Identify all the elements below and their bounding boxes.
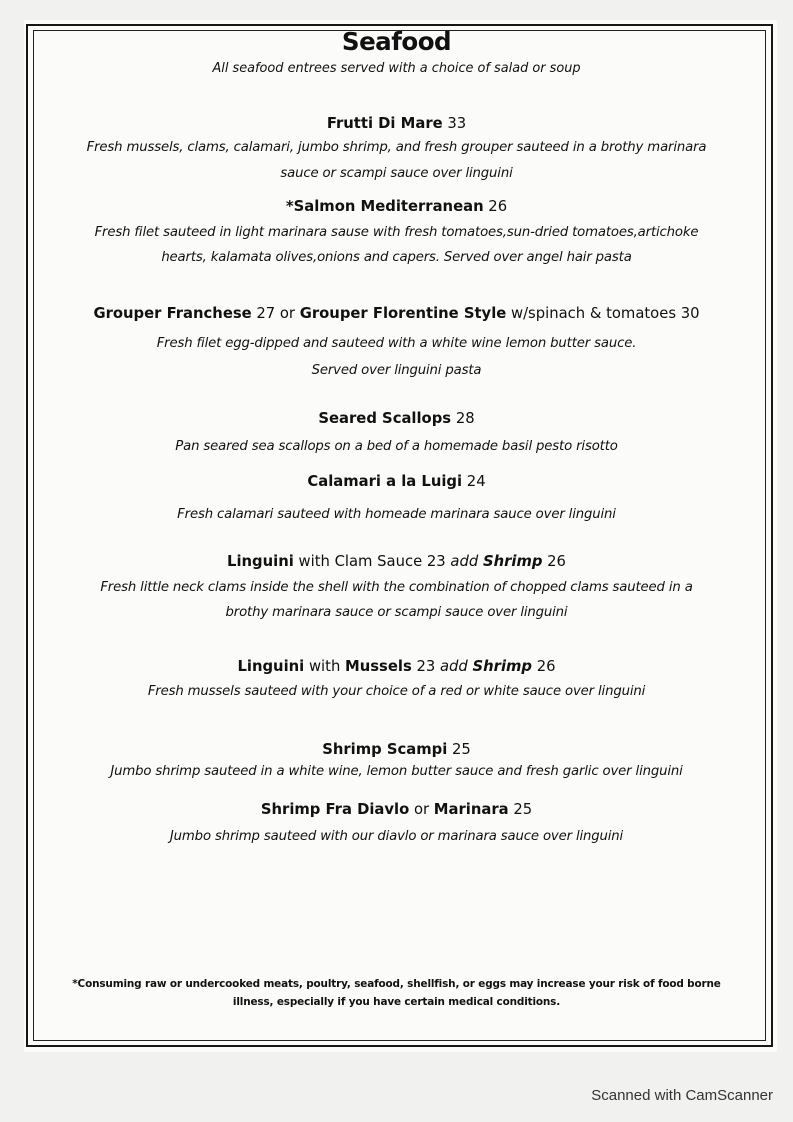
item-name: Shrimp Scampi [322, 741, 448, 758]
item-price: 28 [455, 410, 475, 427]
menu-subtitle: All seafood entrees served with a choice of salad or soup [212, 61, 581, 76]
menu-border-inner [33, 30, 766, 1041]
item-name: Seared Scallops [318, 410, 452, 427]
item-description: Fresh mussels, clams, calamari, jumbo shrimp, and fresh grouper sauteed in a brothy marinara [86, 140, 707, 155]
item-price: 26 [536, 658, 556, 675]
item-salmon-mediterranean [0, 198, 793, 215]
disclaimer: *Consuming raw or undercooked meats, poultry, seafood, shellfish, or eggs may increase your risk of food borne [72, 978, 721, 990]
item-price: 23 [416, 658, 436, 675]
item-name: Marinara [433, 801, 509, 818]
item-price: 33 [447, 115, 467, 132]
item-name: *Salmon Mediterranean [285, 198, 484, 215]
item-name: Linguini [227, 553, 294, 570]
item-variant: with Clam Sauce [298, 553, 423, 570]
item-variant: with [308, 658, 341, 675]
item-description: Served over linguini pasta [311, 363, 482, 378]
item-linguini-clam [0, 553, 793, 570]
item-name: Grouper Florentine Style [299, 305, 507, 322]
item-description: Fresh little neck clams inside the shell with the combination of chopped clams sauteed in a [100, 580, 693, 595]
item-connector: or [413, 801, 430, 818]
item-calamari [0, 473, 793, 490]
item-extra: w/spinach & tomatoes [510, 305, 677, 322]
item-price: 25 [513, 801, 533, 818]
item-linguini-mussels [0, 658, 793, 675]
item-description: Jumbo shrimp sauteed in a white wine, lemon butter sauce and fresh garlic over linguini [110, 764, 683, 779]
item-description: Fresh filet sauteed in light marinara sause with fresh tomatoes,sun-dried tomatoes,artichoke [94, 225, 699, 240]
item-price: 26 [488, 198, 508, 215]
item-description: hearts, kalamata olives,onions and capers. Served over angel hair pasta [161, 250, 632, 265]
item-grouper [0, 305, 793, 322]
item-add: add [439, 658, 468, 675]
item-description: Fresh calamari sauteed with homeade marinara sauce over linguini [177, 507, 616, 522]
item-description: Pan seared sea scallops on a bed of a homemade basil pesto risotto [175, 439, 618, 454]
scanner-watermark: Scanned with CamScanner [591, 1087, 773, 1104]
item-frutti-di-mare [0, 115, 793, 132]
item-name: Shrimp Fra Diavlo [260, 801, 410, 818]
disclaimer: illness, especially if you have certain medical conditions. [232, 996, 561, 1008]
item-add: add [450, 553, 479, 570]
item-shrimp-scampi [0, 741, 793, 758]
item-description: Fresh filet egg-dipped and sauteed with a white wine lemon butter sauce. [156, 336, 637, 351]
item-name: Calamari a la Luigi [307, 473, 463, 490]
item-seared-scallops [0, 410, 793, 427]
item-name: Mussels [345, 658, 412, 675]
item-description: brothy marinara sauce or scampi sauce over linguini [225, 605, 568, 620]
item-price: 23 [426, 553, 446, 570]
item-description: Fresh mussels sauteed with your choice of a red or white sauce over linguini [147, 684, 646, 699]
item-name: Linguini [237, 658, 305, 675]
item-name: Frutti Di Mare [326, 115, 443, 132]
item-description: Jumbo shrimp sauteed with our diavlo or marinara sauce over linguini [169, 829, 624, 844]
item-price: 27 [256, 305, 276, 322]
item-addon: Shrimp [482, 553, 543, 570]
item-connector: or [279, 305, 296, 322]
item-price: 26 [547, 553, 566, 570]
item-price: 30 [680, 305, 700, 322]
item-price: 24 [466, 473, 486, 490]
item-name: Grouper Franchese [93, 305, 252, 322]
item-addon: Shrimp [472, 658, 533, 675]
item-description: sauce or scampi sauce over linguini [280, 166, 513, 181]
menu-heading: Seafood [341, 27, 452, 56]
item-shrimp-fra-diavlo [0, 801, 793, 818]
item-price: 25 [451, 741, 471, 758]
